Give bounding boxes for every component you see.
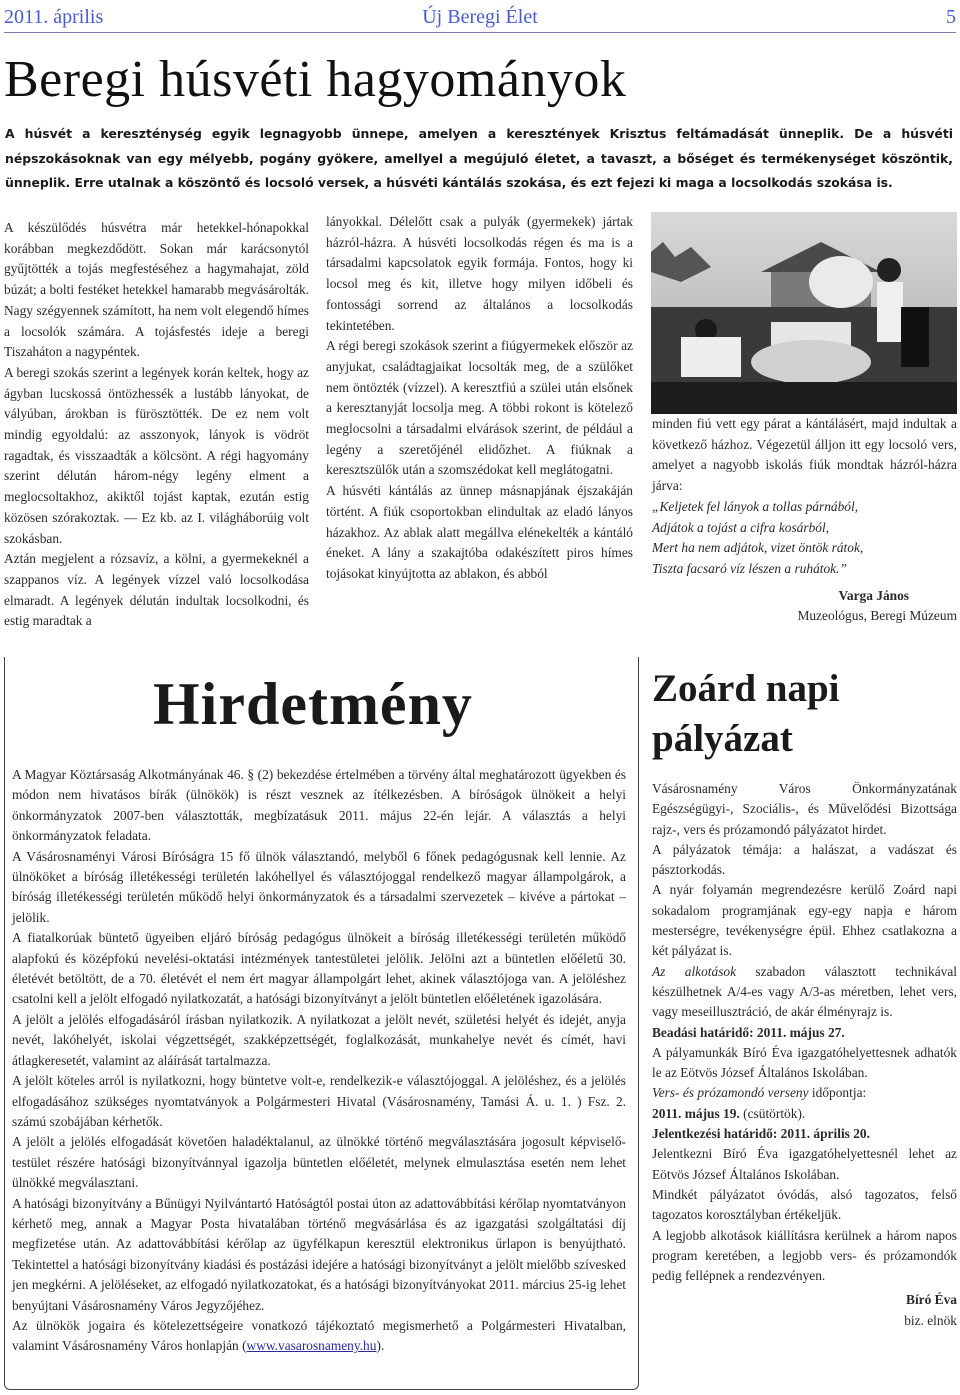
paragraph: A nyár folyamán megrendezésre kerülő Zoárd napi sokadalom programjának egy-egy napja e három mesterségre, tevékenységre épül. Ehhez csatlakozna a két pályázat is.	[652, 882, 957, 959]
author-title: Muzeológus, Beregi Múzeum	[797, 608, 957, 624]
paragraph-text: Az ülnökök jogaira és kötelezettségeire vonatkozó tájékoztató megismerhető a Polgármesteri Hivatalban, valamint Vásárosnamény Város honlapján (	[12, 1317, 626, 1354]
article-lead: A húsvét a kereszténység egyik legnagyobb ünnepe, amelyen a keresztények Krisztus feltámadását ünneplik. De a húsvéti népszokásoknak van egy mélyebb, pogány gyökere, amellyel a megújuló életet, a tavaszt, a bőséget és termékenységet köszöntik, ünneplik. Erre utalnak a köszöntő és locsoló versek, a húsvéti kántálás szokása, és ezt fejezi ki maga a locsolkodás szokása is.	[5, 126, 953, 190]
signer-title: biz. elnök	[904, 1312, 957, 1328]
contest-body	[652, 779, 957, 1331]
paragraph	[652, 962, 957, 1023]
page-number: 5	[946, 6, 956, 28]
article-title: Beregi húsvéti hagyományok	[4, 51, 627, 108]
paragraph	[12, 1316, 626, 1357]
italic-text: Vers- és prózamondó verseny	[652, 1085, 809, 1101]
paragraph: A készülődés húsvétra már hetekkel-hónapokkal korábban megkezdődött. Sokan már karácsonytól gyűjtötték a tojás megfestéséhez a hagymahajat, zöld búzát; a bolti festéket hetekkel hamarabb megvásárolták. Nagy szégyennek számított, ha nem volt elegendő hímes a locsolók számára. A tojásfestés ideje a beregi Tiszaháton a nagypéntek.	[4, 220, 309, 360]
paragraph: A hatósági bizonyítvány a Bűnügyi Nyilvántartó Hatóságtól postai úton az adattovábbítási kérőlap nyomtatványon kérhető meg, annak a Magyar Posta hivatalában történő megvásárlása és az igazgatási szolgáltatási díj megfizetése után. Az adattovábbítási kérőlap az ügyfélkapun keresztül elektronikus űrlapon is benyújtható. Tekintettel a hatósági bizonyítvány kiadási és postázási idejére a hatósági bizonyítványt a jelölt mielőbb szívesked jen megkérni. A jelöléseket, az elfogadó nyilatkozatokat, és a hatósági bizonyítványokat 2011. március 25-ig lehet benyújtani Vásárosnamény Város Jegyzőjéhez.	[12, 1195, 626, 1313]
article-author: Varga János	[838, 587, 909, 603]
article-column-3	[652, 414, 957, 627]
paragraph	[652, 1104, 957, 1124]
contest-title: Zoárd napi pályázat	[652, 667, 840, 760]
article-column-2	[326, 212, 633, 585]
paragraph: lányokkal. Délelőtt csak a pulyák (gyermekek) jártak házról-házra. A húsvéti locsolkodás régen és ma is a társadalmi kapcsolatok egyik formája. Fontos, hogy ki locsol meg és kit, illetve hogy milyen időbeli és fontossági sorrend az általános a locsolkodás tekintetében.	[326, 214, 633, 333]
paragraph-text: időpontja:	[808, 1085, 867, 1101]
paragraph: Vásárosnamény Város Önkormányzatának Egészségügyi-, Szociális-, és Művelődési Bizottsága rajz-, vers és prózamondó pályázatot hirdet.	[652, 781, 957, 837]
paragraph	[652, 1083, 957, 1103]
paragraph: A Vásárosnaményi Városi Bíróságra 15 fő ülnök választandó, melyből 6 főnek pedagógusnak kell lennie. Az ülnököket a bíróság illetékességi területén lakóhellyel és választójoggal rendelkező magyar állampolgárok, a bíróság illetékességi területén működő helyi önkormányzatok és a társadalmi szervezetek – kivéve a pártokat – jelölik.	[12, 848, 626, 925]
article-column-1	[4, 218, 309, 632]
signup-deadline: Jelentkezési határidő: 2011. április 20.	[652, 1126, 870, 1142]
website-link[interactable]: www.vasarosnameny.hu	[246, 1338, 377, 1354]
deadline: Beadási határidő: 2011. május 27.	[652, 1024, 845, 1040]
poem-line: Adjátok a tojást a cifra kosárból,	[652, 519, 830, 535]
paragraph: Aztán megjelent a rózsavíz, a kölni, a gyermekeknél a szappanos víz. A legények vízzel való locsolkodása elmaradt. A legények délután indultak locsolkodni, és estig maradtak a	[4, 551, 309, 629]
paragraph: A pályamunkák Bíró Éva igazgatóhelyettesnek adhatók le az Eötvös József Általános Iskolában.	[652, 1044, 957, 1081]
page-header	[4, 6, 956, 33]
paragraph-text: (csütörtök).	[739, 1105, 806, 1121]
contest-date: 2011. május 19.	[652, 1105, 740, 1121]
poem-line: Mert ha nem adjátok, vizet öntök rátok,	[652, 540, 864, 556]
issue-date: 2011. április	[4, 6, 104, 28]
paragraph: A jelölt a jelölés elfogadásáról írásban nyilatkozik. A nyilatkozat a jelölt nevét, születési helyét és idejét, anyja nevét, lakóhelyét, iskolai végzettségét, szakképzettségét, foglalkozását, munkahelye nevét és címét, havi átlagkeresetét, valamint az aláírását tartalmazza.	[12, 1011, 626, 1068]
paragraph: A Magyar Köztársaság Alkotmányának 46. § (2) bekezdése értelmében a törvény által meghatározott ügyekben és módon nem hivatásos bírák (ülnökök) is részt vesznek az ítélkezésben. A bíróságok ülnökeit a helyi önkormányzatok 2007-ben választották, megbízatásuk 2011. május 22-én lejár. A választás a helyi önkormányzatok feladata.	[12, 767, 626, 844]
paper-name: Új Beregi Élet	[422, 6, 538, 28]
paragraph: Mindkét pályázatot óvódás, alsó tagozatos, felső tagozatos korosztályban értékeljük.	[652, 1186, 957, 1223]
paragraph: A jelölt a jelölés elfogadását követően haladéktalanul, az ülnökké történő megválasztására jogosult képviselő-testület részére hatósági bizonyítvánnyal igazolja büntetlen előéletét, melynek elmulasztása esetén nem lehet ülnökké megválasztani.	[12, 1134, 626, 1191]
notice-body	[12, 765, 626, 1357]
paragraph: A pályázatok témája: a halászat, a vadászat és pásztorkodás.	[652, 841, 957, 878]
easter-watering-photo	[651, 212, 957, 414]
paragraph: A fiatalkorúak büntető ügyeiben eljáró bíróság pedagógus ülnökeit a bíróság illetékességi területén működő alapfokú és középfokú nevelési-oktatási intézmények tantestületei jelölik. Jelölni azt a büntetlen előéletű 30. életévét betöltött, de a 70. életévét el nem ért magyar állampolgárt lehet, akinek választójoga van. A jelöléshez csatolni kell a jelölt elfogadó nyilatkozatát, a hatósági bizonyítványt a jelölt büntetlen előéletének igazolására.	[12, 930, 626, 1007]
signer-name: Bíró Éva	[906, 1292, 957, 1308]
paragraph: A húsvéti kántálás az ünnep másnapjának éjszakáján történt. A fiúk csoportokban elindultak az eladó lányos házakhoz. Az ablak alatt megállva elénekelték a kántáló éneket. A lány a szakajtóba odakészített piros hímes tojásokat kinyújtotta az ablakon, és abból	[326, 483, 633, 581]
paragraph-text: szabadon választott technikával készülhetnek A/4-es vagy A/3-as méretben, lehet vers, vagy meseillusztráció, de akár élményrajz is.	[652, 963, 957, 1020]
paragraph: A jelölt köteles arról is nyilatkozni, hogy büntetve volt-e, rendelkezik-e választójoggal. A jelöléshez, és a jelölés elfogadásához szükséges nyomtatványok a Polgármesteri Hivatal (Vásárosnamény, Tamási Á. u. 1. ) Fsz. 2. számú szobájában kérhetők.	[12, 1073, 626, 1129]
paragraph: A régi beregi szokások szerint a fiúgyermekek először az anyjukat, családtagjaikat locsolták meg, de a szülőket nem öntözték (vízzel). A keresztfiú a szülei után elsőnek a keresztanyját locsolja meg. A többi rokont is kötelező meglocsolni a társadalmi elvárások szerint, de például a legény a szeretőjénél elidőzhet. A fiúknak a keresztszülők után a szomszédokat kell meglátogatni.	[326, 338, 633, 478]
notice-title: Hirdetmény	[153, 671, 473, 737]
paragraph: Jelentkezni Bíró Éva igazgatóhelyettesnél lehet az Eötvös József Általános Iskolában.	[652, 1146, 957, 1182]
paragraph: A beregi szokás szerint a legények korán keltek, hogy az ágyban lucskossá öntözhessék a lustább lányokat, de vályúban, árokban is fürösztötték. De ez nem volt mindig egyoldalú: az asszonyok, lányok is vödröt ragadtak, és visszaadták a kölcsönt. A régi hagyomány szerint délután három-négy legény elment a meglocsoltakhoz, akiktől tojást kaptak, ezután estig közösen szórakoztak. — Ez kb. az I. világháborúig volt szokásban.	[4, 364, 309, 546]
paragraph: A legjobb alkotások kiállításra kerülnek a három napos program keretében, a legjobb vers- és prózamondók pedig fellépnek a rendezvényen.	[652, 1227, 957, 1284]
poem-line: „Keljetek fel lányok a tollas párnából,	[652, 498, 859, 514]
paragraph-text: ).	[376, 1338, 385, 1354]
italic-text: Az alkotások	[652, 963, 737, 979]
poem-line: Tiszta facsaró víz lészen a ruhátok.”	[652, 560, 847, 576]
paragraph: minden fiú vett egy párat a kántálásért, majd indultak a következő házhoz. Végezetül álljon itt egy locsoló vers, amelyet a nagyobb iskolás fiúk mondtak házról-házra járva:	[652, 416, 957, 494]
